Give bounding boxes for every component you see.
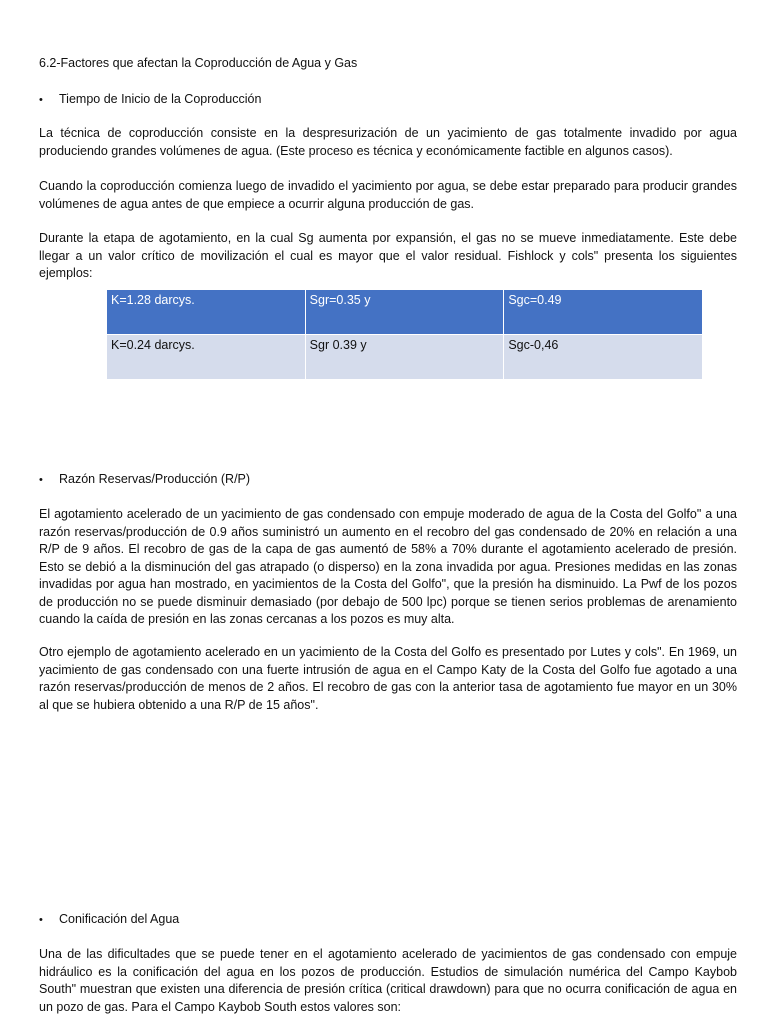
- paragraph: El agotamiento acelerado de un yacimiento de gas condensado con empuje moderado de agua de la Costa del Golfo" a una razón reservas/producción de 0.9 años suministró un aumento en el recobro del gas condensado de 20% en relación a una R/P de 9 años. El recobro de gas de la capa de gas aumentó de 58% a 70% durante el agotamiento acelerado de presión. Esto se debió a la disminución del gas atrapado (o disperso) en la zona invadida por agua. Presiones medidas en las zonas invadidas por agua han mostrado, en yacimientos de la Costa del Golfo", que la presión ha disminuido. La Pwf de los pozos de producción no se puede disminuir demasiado (por debajo de 500 lpc) porque se tienen serios problemas de arenamiento cuando la caída de presión en las zonas cercanas a los pozos es muy alta.: [39, 507, 737, 626]
- bullet-label: Razón Reservas/Producción (R/P): [59, 472, 251, 486]
- bullet-icon: •: [39, 914, 43, 926]
- paragraph: La técnica de coproducción consiste en la despresurización de un yacimiento de gas totalmente invadido por agua produciendo grandes volúmenes de agua. (Este proceso es técnica y económicamente factible en algunos casos).: [39, 126, 737, 158]
- table-row: [107, 335, 703, 380]
- table-row: [107, 290, 703, 335]
- bullet-item: [39, 91, 737, 110]
- table-cell: Sgr 0.39 y: [305, 335, 504, 380]
- paragraph: Una de las dificultades que se puede tener en el agotamiento acelerado de yacimientos de gas condensado con empuje hidráulico es la conificación del agua en los pozos de producción. Estudios de simulación numérica del Campo Kaybob South" muestran que existen una diferencia de presión crítica (critical drawdown) para que no ocurra conificación de agua en un pozo de gas. Para el Campo Kaybob South estos valores son:: [39, 947, 737, 1014]
- table-cell: K=0.24 darcys.: [107, 335, 306, 380]
- paragraph: Otro ejemplo de agotamiento acelerado en un yacimiento de la Costa del Golfo es presentado por Lutes y cols". En 1969, un yacimiento de gas condensado con una fuerte intrusión de agua en el Campo Katy de la Costa del Golfo fue agotado a una razón reservas/producción de menos de 2 años. El recobro de gas con la anterior tasa de agotamiento fue mayor en un 30% al que se hubiera obtenido a una R/P de 15 años".: [39, 645, 737, 712]
- table-cell: Sgr=0.35 y: [305, 290, 504, 335]
- bullet-item: [39, 471, 737, 490]
- paragraph: Cuando la coproducción comienza luego de invadido el yacimiento por agua, se debe estar preparado para producir grandes volúmenes de agua antes de que empiece a ocurrir alguna producción de gas.: [39, 179, 737, 211]
- bullet-icon: •: [39, 474, 43, 486]
- table-cell: Sgc-0,46: [504, 335, 703, 380]
- bullet-item: [39, 911, 737, 930]
- section-title: 6.2-Factores que afectan la Coproducción de Agua y Gas: [39, 56, 358, 70]
- table-cell: K=1.28 darcys.: [107, 290, 306, 335]
- paragraph: Durante la etapa de agotamiento, en la cual Sg aumenta por expansión, el gas no se mueve inmediatamente. Este debe llegar a un valor crítico de movilización el cual es mayor que el valor residual. Fishlock y cols" presenta los siguientes ejemplos:: [39, 231, 737, 280]
- permeability-table: [106, 289, 703, 380]
- bullet-label: Tiempo de Inicio de la Coproducción: [59, 92, 262, 106]
- bullet-label: Conificación del Agua: [59, 912, 180, 926]
- bullet-icon: •: [39, 94, 43, 106]
- table-cell: Sgc=0.49: [504, 290, 703, 335]
